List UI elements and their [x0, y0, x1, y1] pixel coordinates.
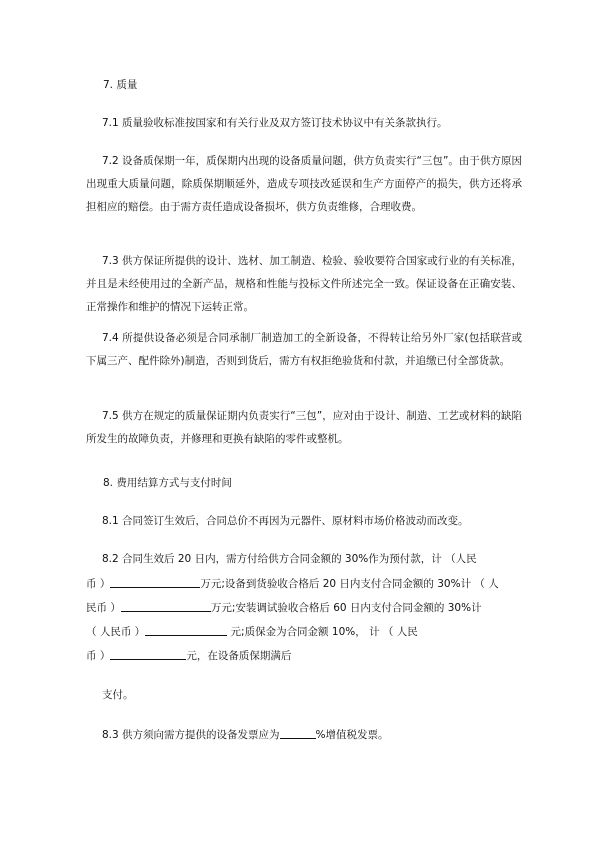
clause-7-3 [86, 250, 522, 319]
clause-7-3-text: 7.3 供方保证所提供的设计、选材、加工制造、检验、验收要符合国家或行业的有关标准，并且是未经使用过的全新产品，规格和性能与投标文件所述完全一致。保证设备在正确安装、正常操作和维护的情况下运转正常。 [86, 255, 522, 313]
clause-7-1 [86, 112, 522, 135]
clause-8-2-line-5 [86, 648, 522, 663]
clause-7-2 [86, 150, 522, 219]
clause-8-2-line-6: 支付。 [102, 689, 134, 701]
clause-8-3-prefix: 8.3 供方须向需方提供的设备发票应为 [102, 729, 280, 741]
amount-blank-2[interactable] [121, 600, 211, 612]
clause-8-2-line-4 [86, 624, 522, 639]
clause-8-1 [86, 510, 522, 533]
clause-8-2-line-5-prefix: 币 ） [86, 650, 111, 662]
clause-7-5 [86, 405, 522, 451]
clause-8-3 [102, 727, 538, 742]
amount-blank-1[interactable] [110, 576, 200, 588]
clause-8-2-line-1: 8.2 合同生效后 20 日内，需方付给供方合同金额的 30%作为预付款，计 （人民 [102, 553, 477, 565]
clause-8-2-line-4-prefix: （ 人民币 ） [86, 626, 146, 638]
clause-8-1-text: 8.1 合同签订生效后，合同总价不再因为元器件、原材料市场价格波动而改变。 [102, 515, 469, 527]
clause-7-4 [86, 327, 522, 373]
clause-8-2-line-2-suffix: 万元;设备到货验收合格后 20 日内支付合同金额的 30%计 （ 人 [200, 578, 499, 590]
clause-7-2-text: 7.2 设备质保期一年，质保期内出现的设备质量问题，供方负责实行“三包”。由于供方原因出现重大质量问题，除质保期顺延外，造成专项技改延误和生产方面停产的损失，供方还将承担相应的赔偿。由于需方责任造成设备损坏，供方负责维修，合理收费。 [86, 155, 522, 213]
clause-8-2-line-2-prefix: 币 ） [86, 578, 111, 590]
clause-8-2-line-3-prefix: 民币 ） [86, 602, 121, 614]
section-7-heading: 7. 质量 [103, 79, 138, 91]
section-8-heading: 8. 费用结算方式与支付时间 [103, 477, 232, 489]
clause-8-2-line-3 [86, 600, 522, 615]
amount-blank-4[interactable] [110, 648, 186, 660]
clause-8-2-line-3-suffix: 万元;安装调试验收合格后 60 日内支付合同金额的 30%计 [210, 602, 482, 614]
vat-rate-blank[interactable] [280, 727, 316, 739]
clause-8-2-line-2 [86, 576, 522, 591]
clause-7-5-text: 7.5 供方在规定的质量保证期内负责实行“三包”，应对由于设计、制造、工艺或材料的缺陷所发生的故障负责，并修理和更换有缺陷的零件或整机。 [86, 410, 522, 445]
clause-8-2-line-4-suffix: 元;质保金为合同金额 10%， 计 （ 人民 [227, 626, 418, 638]
clause-7-1-text: 7.1 质量验收标准按国家和有关行业及双方签订技术协议中有关条款执行。 [102, 117, 448, 129]
amount-blank-3[interactable] [145, 624, 227, 636]
clause-8-3-suffix: %增值税发票。 [315, 729, 389, 741]
clause-8-2-line-5-suffix: 元，在设备质保期满后 [186, 650, 292, 662]
clause-7-4-text: 7.4 所提供设备必须是合同承制厂制造加工的全新设备，不得转让给另外厂家(包括联营或下属三产、配件除外)制造，否则到货后，需方有权拒绝验货和付款，并追缴已付全部货款。 [86, 332, 522, 367]
